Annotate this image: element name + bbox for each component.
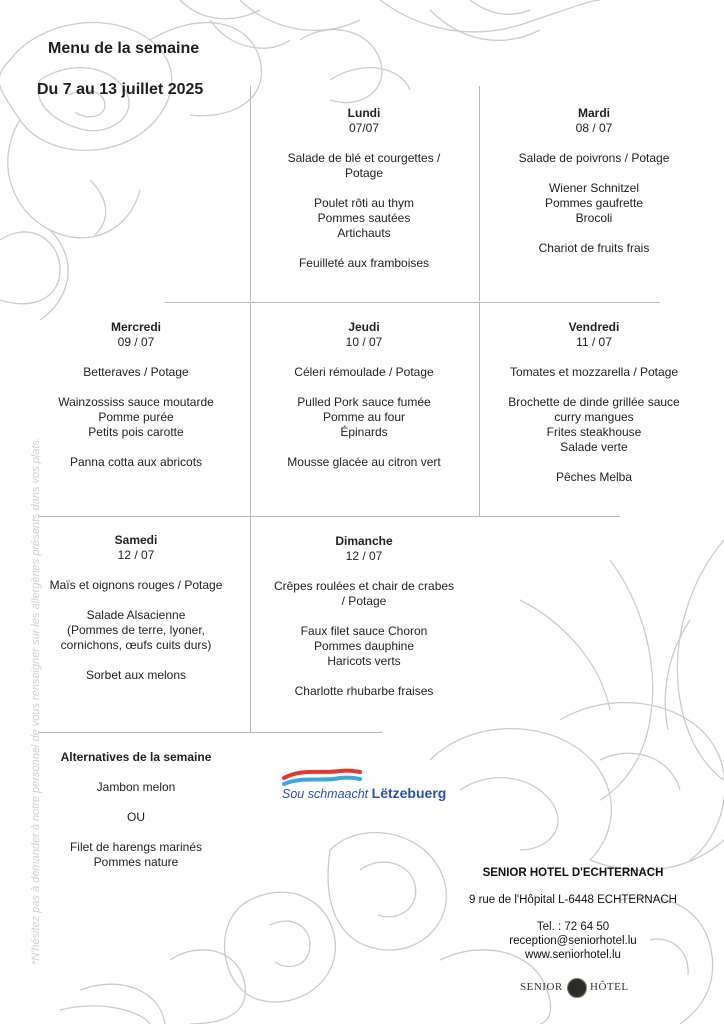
grid-vline-1 xyxy=(250,86,251,301)
starter: Crêpes roulées et chair de crabes / Potage xyxy=(273,579,455,608)
dessert: Panna cotta aux abricots xyxy=(69,455,203,469)
day-name: Dimanche xyxy=(335,534,393,548)
hotel-name: SENIOR HOTEL D'ECHTERNACH xyxy=(482,867,664,879)
top-right-leaves-illustration xyxy=(330,0,600,90)
dessert: Feuilleté aux framboises xyxy=(298,256,430,270)
day-samedi xyxy=(36,533,236,698)
menu-title: Menu de la semaine xyxy=(48,40,200,57)
starter: Céleri rémoulade / Potage xyxy=(294,365,434,379)
hotel-email: reception@seniorhotel.lu xyxy=(509,935,637,947)
day-mercredi xyxy=(36,320,236,485)
day-name: Jeudi xyxy=(348,320,380,334)
grid-vline-5 xyxy=(250,517,251,732)
hotel-address: 9 rue de l'Hôpital L-6448 ECHTERNACH xyxy=(468,894,677,906)
hotel-contact-block xyxy=(458,866,688,962)
day-dimanche xyxy=(264,534,464,714)
day-date: 11 / 07 xyxy=(576,335,612,349)
alternative-item: Filet de harengs marinés Pommes nature xyxy=(69,840,203,869)
day-jeudi xyxy=(264,320,464,485)
main-course: Brochette de dinde grillée sauce curry mangues Frites steakhouse Salade verte xyxy=(508,395,680,454)
hotel-phone: Tel. : 72 64 50 xyxy=(536,921,610,933)
hotel-website: www.seniorhotel.lu xyxy=(525,949,621,961)
sou-schmaacht-letzebuerg-logo xyxy=(282,768,448,810)
grid-vline-3 xyxy=(250,303,251,516)
dessert: Chariot de fruits frais xyxy=(538,241,650,255)
day-date: 10 / 07 xyxy=(345,335,383,349)
alternative-item: Jambon melon xyxy=(96,780,176,794)
grid-hline-2 xyxy=(38,516,620,517)
senior-hotel-brand-logo xyxy=(518,978,638,998)
logo-word: Lëtzebuerg xyxy=(371,785,447,801)
day-name: Mercredi xyxy=(110,320,162,334)
dessert: Mousse glacée au citron vert xyxy=(287,455,441,469)
alternatives-title: Alternatives de la semaine xyxy=(60,750,212,764)
day-date: 12 / 07 xyxy=(117,548,155,562)
allergen-notice: *N'hésitez pas à demander à notre personnel de vous renseigner sur les allergènes présents dans vos plats. xyxy=(30,437,42,965)
starter: Tomates et mozzarella / Potage xyxy=(509,365,679,379)
dessert: Sorbet aux melons xyxy=(85,668,187,682)
dessert: Charlotte rhubarbe fraises xyxy=(294,684,434,698)
day-name: Samedi xyxy=(114,533,158,547)
day-name: Mardi xyxy=(577,106,610,120)
day-name: Vendredi xyxy=(568,320,620,334)
alternatives-section xyxy=(36,750,236,885)
main-course: Wainzossiss sauce moutarde Pomme purée Petits pois carotte xyxy=(58,395,214,439)
day-date: 08 / 07 xyxy=(575,121,613,135)
starter: Maïs et oignons rouges / Potage xyxy=(49,578,223,592)
main-course: Poulet rôti au thym Pommes sautées Artichauts xyxy=(313,196,415,240)
starter: Betteraves / Potage xyxy=(83,365,189,379)
dessert: Pêches Melba xyxy=(555,470,633,484)
brand-emblem-icon xyxy=(567,978,587,998)
day-lundi xyxy=(264,106,464,286)
grid-vline-2 xyxy=(479,86,480,301)
day-name: Lundi xyxy=(347,106,381,120)
grid-hline-1 xyxy=(165,302,660,303)
brand-right-word: HÔTEL xyxy=(590,981,629,993)
day-vendredi xyxy=(494,320,694,500)
grid-hline-3 xyxy=(38,732,382,733)
day-mardi xyxy=(494,106,694,271)
starter: Salade de blé et courgettes / Potage xyxy=(287,151,441,180)
day-date: 09 / 07 xyxy=(117,335,155,349)
day-date: 07/07 xyxy=(348,121,380,135)
starter: Salade de poivrons / Potage xyxy=(518,151,670,165)
logo-prefix: Sou schmaacht xyxy=(282,787,372,801)
week-range: Du 7 au 13 juillet 2025 xyxy=(37,81,204,98)
grid-vline-4 xyxy=(479,303,480,516)
main-course: Wiener Schnitzel Pommes gaufrette Brocoli xyxy=(544,181,644,225)
logo-text xyxy=(282,785,446,801)
main-course: Faux filet sauce Choron Pommes dauphine Haricots verts xyxy=(300,624,428,668)
main-course: Pulled Pork sauce fumée Pomme au four Épinards xyxy=(297,395,431,439)
day-date: 12 / 07 xyxy=(345,549,383,563)
brand-left-word: SENIOR xyxy=(520,981,563,993)
main-course: Salade Alsacienne (Pommes de terre, lyoner, cornichons, œufs cuits durs) xyxy=(60,608,212,652)
alternative-separator: OU xyxy=(127,810,145,824)
